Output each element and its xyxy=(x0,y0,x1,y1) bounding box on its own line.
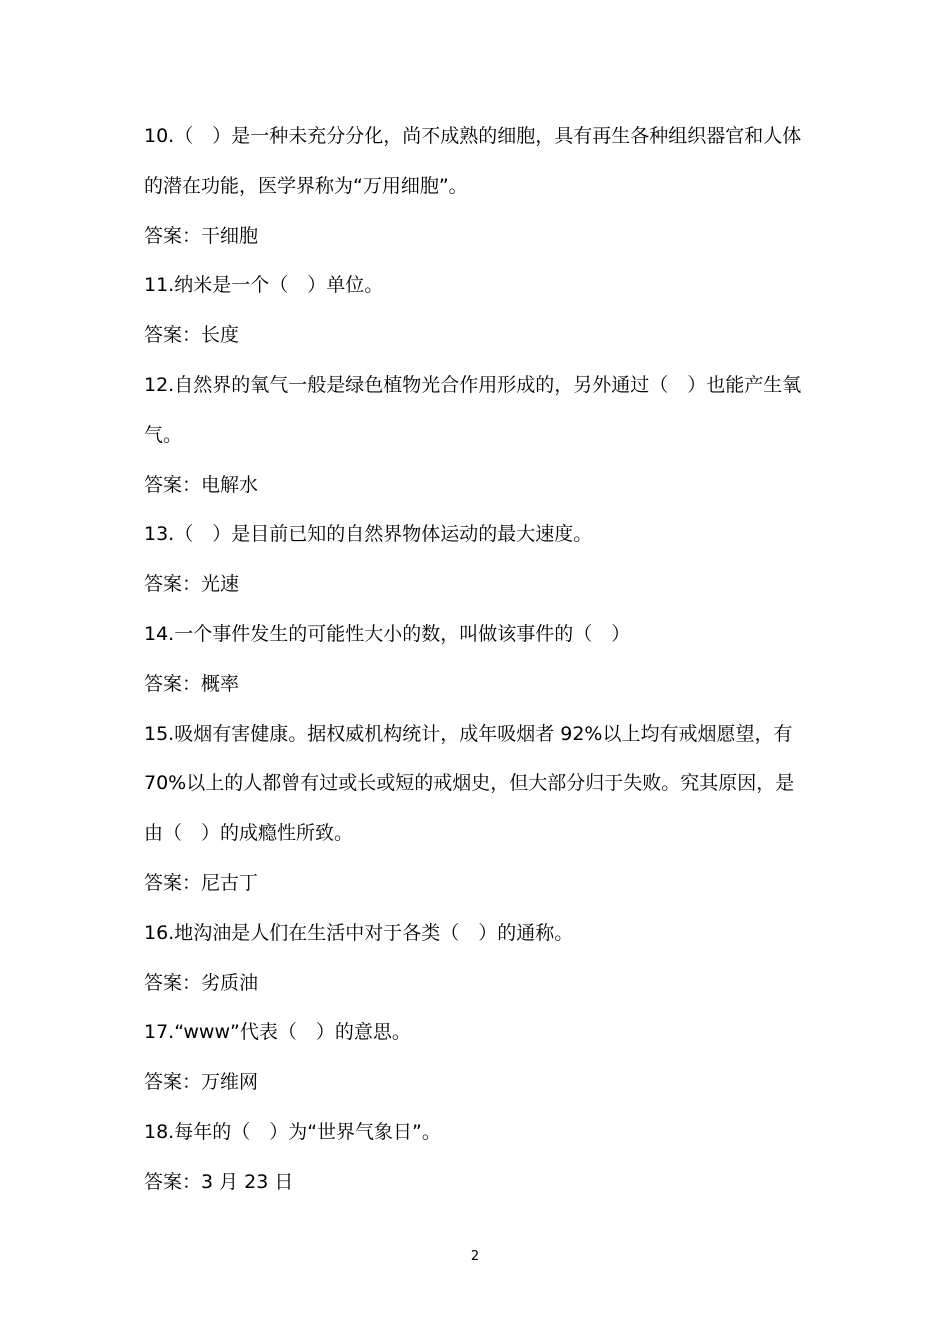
q10-line-1: 10.（ ）是一种未充分分化，尚不成熟的细胞，具有再生各种组织器官和人体 xyxy=(144,125,802,147)
q14-answer: 答案：概率 xyxy=(144,672,240,695)
q17-line-1: 17.“www”代表（ ）的意思。 xyxy=(144,1021,411,1044)
q18-line-1: 18.每年的（ ）为“世界气象日”。 xyxy=(144,1120,441,1143)
q16-answer: 答案：劣质油 xyxy=(144,971,259,994)
q15-answer: 答案：尼古丁 xyxy=(144,871,259,894)
q15-line-1: 15.吸烟有害健康。据权威机构统计，成年吸烟者 92%以上均有戒烟愿望，有 xyxy=(144,722,793,745)
q15-line-3: 由（ ）的成瘾性所致。 xyxy=(144,822,354,845)
q12-answer: 答案：电解水 xyxy=(144,473,259,496)
q17-answer: 答案：万维网 xyxy=(144,1071,259,1094)
q12-line-2: 气。 xyxy=(144,423,183,446)
q12-line-1: 12.自然界的氧气一般是绿色植物光合作用形成的，另外通过（ ）也能产生氧 xyxy=(144,373,802,396)
q14-line-1: 14.一个事件发生的可能性大小的数，叫做该事件的（ ） xyxy=(144,622,631,645)
q13-answer: 答案：光速 xyxy=(144,573,240,596)
q18-answer: 答案：3 月 23 日 xyxy=(144,1170,294,1193)
q16-line-1: 16.地沟油是人们在生活中对于各类（ ）的通称。 xyxy=(144,921,574,944)
page-number: 2 xyxy=(470,1249,480,1264)
q13-line-1: 13.（ ）是目前已知的自然界物体运动的最大速度。 xyxy=(144,523,593,546)
q10-line-2: 的潜在功能，医学界称为“万用细胞”。 xyxy=(144,174,468,197)
q10-answer: 答案：干细胞 xyxy=(144,224,259,247)
document-body xyxy=(144,112,814,1208)
q15-line-2: 70%以上的人都曾有过或长或短的戒烟史，但大部分归于失败。究其原因，是 xyxy=(144,772,795,795)
q11-answer: 答案：长度 xyxy=(144,324,240,347)
q11-line-1: 11.纳米是一个（ ）单位。 xyxy=(144,274,384,297)
